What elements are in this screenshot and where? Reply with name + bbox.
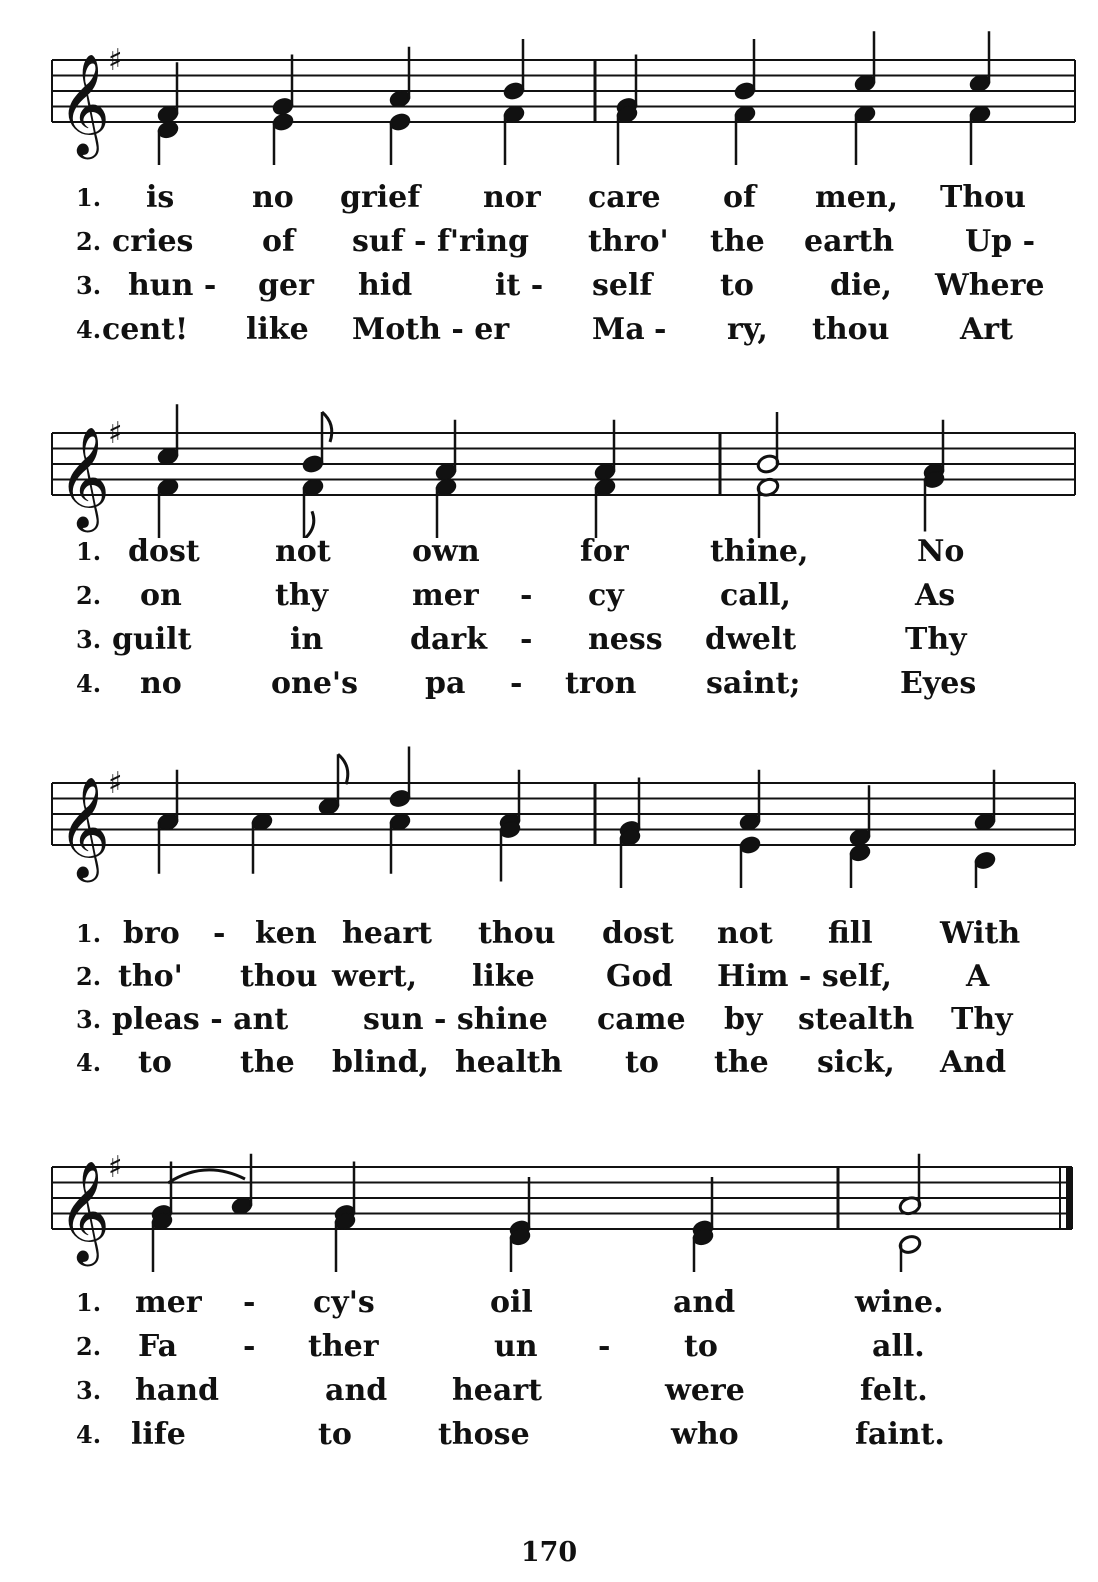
lyric-syllable: thine,: [710, 534, 809, 569]
lyric-line-system-3-verse-3: [0, 1000, 1098, 1040]
lyric-syllable: cy's: [313, 1285, 375, 1320]
final-bar-line: [1066, 1167, 1073, 1229]
lyric-syllable: God: [606, 959, 673, 994]
staff-system-3: [0, 738, 1098, 888]
verse-number: 4.: [76, 1048, 102, 1077]
lyric-syllable: care: [588, 180, 661, 215]
verse-number: 4.: [76, 315, 102, 344]
lyric-syllable: Moth - er: [352, 312, 510, 347]
lyric-syllable: Thy: [905, 622, 967, 657]
key-signature-sharp-icon: ♯: [108, 43, 123, 78]
lyric-syllable: faint.: [855, 1417, 945, 1452]
lyric-syllable: thou: [812, 312, 890, 347]
lyric-syllable: pa: [425, 666, 466, 701]
lyric-syllable: who: [671, 1417, 739, 1452]
lyric-syllable: of: [262, 224, 295, 259]
lyric-syllable: no: [252, 180, 294, 215]
lyric-line-system-1-verse-1: [0, 178, 1098, 218]
staff-system-1: [0, 15, 1098, 165]
lyric-syllable: dark: [410, 622, 488, 657]
lyric-line-system-3-verse-4: [0, 1043, 1098, 1083]
note-flag: [322, 412, 332, 442]
lyric-syllable: heart: [452, 1373, 542, 1408]
lyric-syllable: all.: [872, 1329, 925, 1364]
lyric-syllable: self: [592, 268, 653, 303]
lyric-syllable: earth: [804, 224, 894, 259]
lyric-syllable: no: [140, 666, 182, 701]
treble-clef-icon: 𝄞: [58, 52, 111, 155]
lyric-syllable: dost: [128, 534, 200, 569]
lyric-syllable: No: [917, 534, 965, 569]
lyric-syllable: thro': [588, 224, 669, 259]
lyric-syllable: came: [597, 1002, 686, 1037]
lyric-syllable: sick,: [817, 1045, 895, 1080]
lyric-syllable: dost: [602, 916, 674, 951]
lyric-line-system-4-verse-3: [0, 1371, 1098, 1411]
lyric-syllable: in: [290, 622, 324, 657]
lyric-syllable: the: [714, 1045, 769, 1080]
lyric-syllable: to: [720, 268, 754, 303]
lyric-syllable: to: [684, 1329, 718, 1364]
lyric-syllable: -: [243, 1329, 256, 1364]
note-flag: [338, 754, 348, 784]
lyric-syllable: Up -: [965, 224, 1036, 259]
lyric-syllable: like: [472, 959, 535, 994]
lyric-syllable: it -: [495, 268, 544, 303]
lyric-syllable: -: [520, 622, 533, 657]
lyric-syllable: Where: [935, 268, 1045, 303]
staff-system-4: [0, 1122, 1098, 1272]
treble-clef-icon: 𝄞: [58, 775, 111, 878]
lyric-syllable: is: [146, 180, 175, 215]
verse-number: 3.: [76, 1376, 102, 1405]
lyric-syllable: bro: [123, 916, 180, 951]
lyric-syllable: own: [412, 534, 480, 569]
lyric-syllable: tho': [118, 959, 183, 994]
lyric-syllable: hun -: [128, 268, 217, 303]
key-signature-sharp-icon: ♯: [108, 1150, 123, 1185]
lyric-syllable: -: [598, 1329, 611, 1364]
lyric-syllable: cries: [112, 224, 194, 259]
lyric-syllable: ther: [308, 1329, 379, 1364]
lyric-line-system-3-verse-1: [0, 914, 1098, 954]
lyric-syllable: call,: [720, 578, 791, 613]
lyric-syllable: not: [275, 534, 331, 569]
lyric-syllable: Ma: [592, 312, 645, 347]
lyric-line-system-3-verse-2: [0, 957, 1098, 997]
lyric-syllable: those: [438, 1417, 530, 1452]
lyric-syllable: sun - shine: [363, 1002, 548, 1037]
verse-number: 2.: [76, 227, 102, 256]
lyric-syllable: heart: [342, 916, 432, 951]
lyric-syllable: guilt: [112, 622, 192, 657]
lyric-syllable: Thou: [940, 180, 1026, 215]
lyric-syllable: ry,: [727, 312, 768, 347]
lyric-syllable: thou: [240, 959, 318, 994]
lyric-syllable: fill: [828, 916, 873, 951]
lyric-syllable: cent!: [102, 312, 189, 347]
lyric-syllable: And: [940, 1045, 1007, 1080]
lyric-syllable: A: [966, 959, 990, 994]
lyric-syllable: hand: [135, 1373, 220, 1408]
lyric-syllable: felt.: [860, 1373, 928, 1408]
key-signature-sharp-icon: ♯: [108, 766, 123, 801]
lyric-syllable: oil: [490, 1285, 533, 1320]
lyric-syllable: die,: [830, 268, 892, 303]
lyric-syllable: -: [213, 916, 226, 951]
lyric-syllable: dwelt: [705, 622, 797, 657]
lyric-line-system-1-verse-3: [0, 266, 1098, 306]
lyric-syllable: Thy: [951, 1002, 1013, 1037]
verse-number: 3.: [76, 271, 102, 300]
lyric-line-system-1-verse-2: [0, 222, 1098, 262]
lyric-syllable: to: [138, 1045, 172, 1080]
lyric-syllable: mer: [135, 1285, 202, 1320]
lyric-syllable: on: [140, 578, 182, 613]
treble-clef-icon: 𝄞: [58, 1159, 111, 1262]
lyric-syllable: suf - f'ring: [352, 224, 530, 259]
lyric-syllable: to: [318, 1417, 352, 1452]
lyric-line-system-2-verse-1: [0, 532, 1098, 572]
verse-number: 4.: [76, 1420, 102, 1449]
lyric-syllable: the: [710, 224, 765, 259]
lyric-syllable: stealth: [798, 1002, 915, 1037]
lyric-syllable: -: [243, 1285, 256, 1320]
verse-number: 1.: [76, 1288, 102, 1317]
lyric-line-system-2-verse-4: [0, 664, 1098, 704]
lyric-syllable: nor: [483, 180, 541, 215]
lyric-syllable: by: [724, 1002, 763, 1037]
lyric-syllable: saint;: [706, 666, 801, 701]
lyric-line-system-1-verse-4: [0, 310, 1098, 350]
lyric-line-system-4-verse-2: [0, 1327, 1098, 1367]
lyric-syllable: ness: [588, 622, 663, 657]
verse-number: 1.: [76, 919, 102, 948]
lyric-syllable: mer: [412, 578, 479, 613]
lyric-syllable: blind,: [332, 1045, 430, 1080]
verse-number: 2.: [76, 581, 102, 610]
staff-system-2: [0, 388, 1098, 538]
verse-number: 2.: [76, 1332, 102, 1361]
lyric-syllable: un: [494, 1329, 538, 1364]
verse-number: 1.: [76, 537, 102, 566]
lyric-syllable: of: [723, 180, 756, 215]
verse-number: 1.: [76, 183, 102, 212]
lyric-syllable: hid: [358, 268, 413, 303]
lyric-syllable: and: [325, 1373, 388, 1408]
lyric-syllable: like: [246, 312, 309, 347]
lyric-line-system-4-verse-1: [0, 1283, 1098, 1323]
lyric-line-system-4-verse-4: [0, 1415, 1098, 1455]
lyric-syllable: one's: [271, 666, 358, 701]
lyric-syllable: As: [915, 578, 956, 613]
page-number: 170: [520, 1537, 578, 1568]
lyric-syllable: thy: [275, 578, 329, 613]
lyric-syllable: wert,: [332, 959, 418, 994]
key-signature-sharp-icon: ♯: [108, 416, 123, 451]
lyric-syllable: ger: [258, 268, 314, 303]
lyric-syllable: health: [455, 1045, 563, 1080]
lyric-syllable: Fa: [138, 1329, 178, 1364]
lyric-syllable: to: [625, 1045, 659, 1080]
verse-number: 4.: [76, 669, 102, 698]
verse-number: 3.: [76, 625, 102, 654]
lyric-syllable: pleas - ant: [112, 1002, 289, 1037]
lyric-syllable: Him - self,: [717, 959, 892, 994]
slur: [168, 1170, 245, 1183]
lyric-syllable: Eyes: [900, 666, 977, 701]
lyric-line-system-2-verse-2: [0, 576, 1098, 616]
lyric-syllable: Art: [960, 312, 1013, 347]
lyric-syllable: the: [240, 1045, 295, 1080]
lyric-syllable: cy: [588, 578, 624, 613]
lyric-syllable: not: [717, 916, 773, 951]
lyric-syllable: wine.: [855, 1285, 944, 1320]
lyric-syllable: men,: [815, 180, 899, 215]
lyric-syllable: for: [580, 534, 629, 569]
lyric-syllable: thou: [478, 916, 556, 951]
lyric-syllable: -: [520, 578, 533, 613]
lyric-line-system-2-verse-3: [0, 620, 1098, 660]
verse-number: 2.: [76, 962, 102, 991]
lyric-syllable: With: [940, 916, 1021, 951]
treble-clef-icon: 𝄞: [58, 425, 111, 528]
lyric-syllable: and: [673, 1285, 736, 1320]
verse-number: 3.: [76, 1005, 102, 1034]
lyric-syllable: ken: [255, 916, 317, 951]
lyric-syllable: -: [510, 666, 523, 701]
lyric-syllable: were: [665, 1373, 745, 1408]
lyric-syllable: tron: [565, 666, 637, 701]
lyric-syllable: life: [131, 1417, 186, 1452]
lyric-syllable: -: [654, 312, 667, 347]
lyric-syllable: grief: [340, 180, 421, 215]
